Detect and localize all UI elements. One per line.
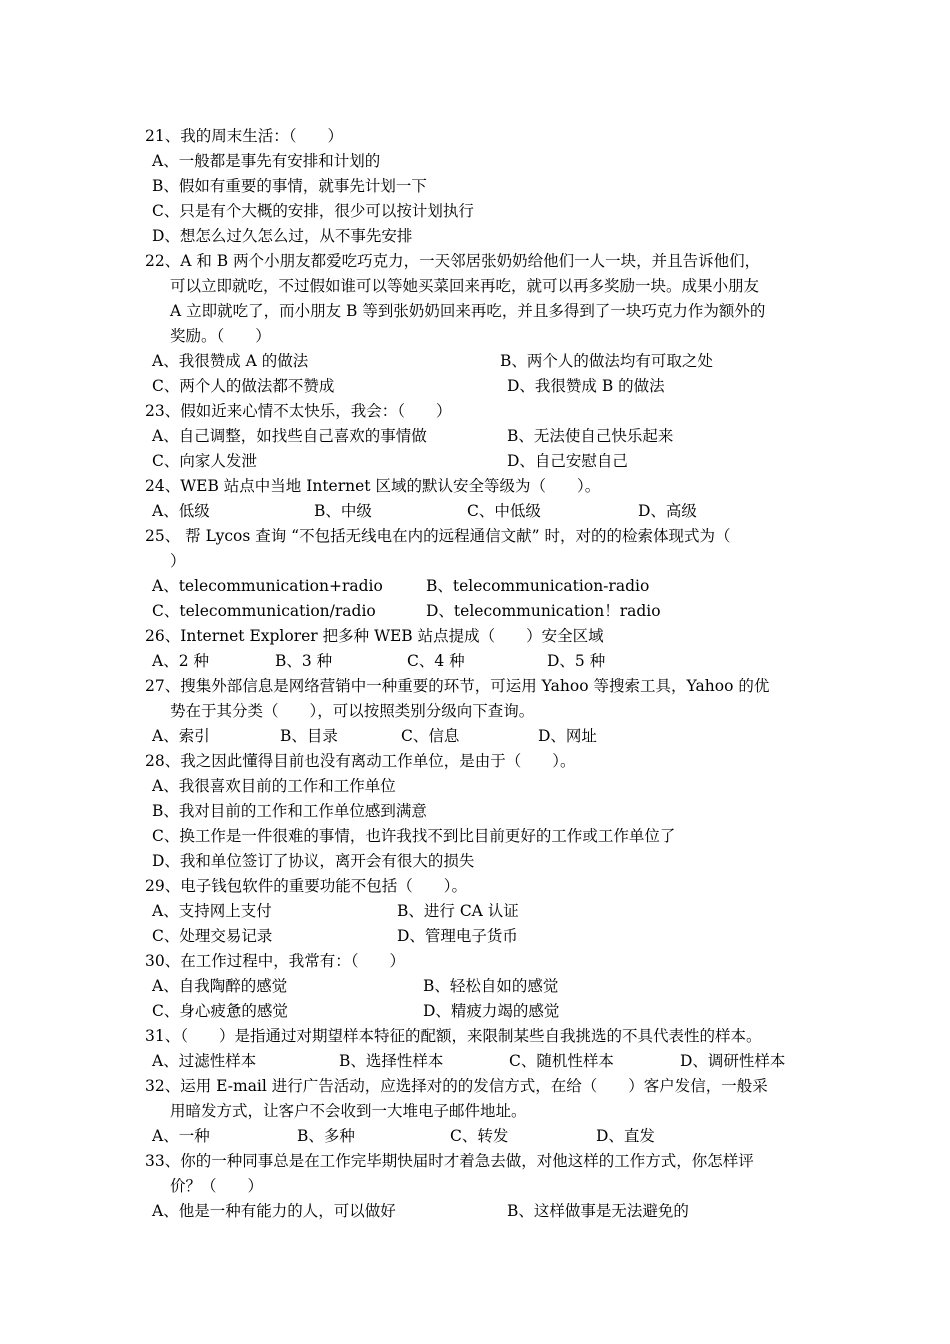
question-28-option-d: D、我和单位签订了协议，离开会有很大的损失	[152, 852, 475, 870]
question-31-stem: 31、（ ）是指通过对期望样本特征的配额，来限制某些自我挑选的不具代表性的样本。	[145, 1027, 762, 1045]
question-29-option-c: C、处理交易记录	[152, 927, 273, 945]
question-21-option-c: C、只是有个大概的安排，很少可以按计划执行	[152, 202, 474, 220]
question-27-option-c: C、信息	[401, 727, 460, 745]
question-32-stem-cont: 用暗发方式，让客户不会收到一大堆电子邮件地址。	[170, 1102, 527, 1120]
question-25-option-d: D、telecommunication！radio	[426, 602, 661, 620]
question-22-option-d: D、我很赞成 B 的做法	[507, 377, 665, 395]
question-29-stem: 29、电子钱包软件的重要功能不包括（ ）。	[145, 877, 467, 895]
question-33-option-a: A、他是一种有能力的人，可以做好	[152, 1202, 396, 1220]
question-26-option-b: B、3 种	[275, 652, 333, 670]
question-22-stem: 22、A 和 B 两个小朋友都爱吃巧克力，一天邻居张奶奶给他们一人一块，并且告诉他们，	[145, 252, 761, 270]
question-28-stem: 28、我之因此懂得目前也没有离动工作单位，是由于（ ）。	[145, 752, 576, 770]
question-30-option-c: C、身心疲惫的感觉	[152, 1002, 288, 1020]
question-22-stem-cont: 可以立即就吃，不过假如谁可以等她买菜回来再吃，就可以再多奖励一块。成果小朋友	[170, 277, 760, 295]
question-28-option-b: B、我对目前的工作和工作单位感到满意	[152, 802, 427, 820]
question-23-option-b: B、无法使自己快乐起来	[507, 427, 674, 445]
question-31-option-a: A、过滤性样本	[152, 1052, 257, 1070]
question-24-option-b: B、中级	[314, 502, 372, 520]
question-22-option-b: B、两个人的做法均有可取之处	[500, 352, 713, 370]
question-31-option-c: C、随机性样本	[509, 1052, 614, 1070]
question-29-option-d: D、管理电子货币	[397, 927, 518, 945]
question-22-option-c: C、两个人的做法都不赞成	[152, 377, 335, 395]
question-31-option-b: B、选择性样本	[339, 1052, 444, 1070]
question-26-option-c: C、4 种	[407, 652, 465, 670]
question-21-stem: 21、我的周末生活：（ ）	[145, 127, 343, 145]
question-27-stem-cont: 势在于其分类（ ），可以按照类别分级向下查询。	[170, 702, 535, 720]
question-28-option-a: A、我很喜欢目前的工作和工作单位	[152, 777, 396, 795]
question-33-stem: 33、你的一种同事总是在工作完毕期快届时才着急去做，对他这样的工作方式，你怎样评	[145, 1152, 754, 1170]
question-30-option-b: B、轻松自如的感觉	[423, 977, 559, 995]
question-32-option-b: B、多种	[297, 1127, 355, 1145]
question-31-option-d: D、调研性样本	[680, 1052, 786, 1070]
question-27-stem: 27、搜集外部信息是网络营销中一种重要的环节，可运用 Yahoo 等搜索工具，Yahoo 的优	[145, 677, 770, 695]
question-33-stem-cont: 价？（ ）	[170, 1177, 264, 1195]
question-23-stem: 23、假如近来心情不太快乐，我会：（ ）	[145, 402, 452, 420]
question-30-option-a: A、自我陶醉的感觉	[152, 977, 288, 995]
question-27-option-d: D、网址	[538, 727, 597, 745]
question-24-option-c: C、中低级	[467, 502, 541, 520]
question-23-option-a: A、自己调整，如找些自己喜欢的事情做	[152, 427, 427, 445]
question-25-option-c: C、telecommunication/radio	[152, 602, 376, 620]
question-21-option-d: D、想怎么过久怎么过，从不事先安排	[152, 227, 413, 245]
question-29-option-a: A、支持网上支付	[152, 902, 272, 920]
question-25-stem: 25、 帮 Lycos 查询 “不包括无线电在内的远程通信文献” 时，对的的检索体现式为（	[145, 527, 731, 545]
question-32-option-a: A、一种	[152, 1127, 210, 1145]
question-27-option-b: B、目录	[280, 727, 338, 745]
question-26-option-d: D、5 种	[547, 652, 606, 670]
question-24-option-d: D、高级	[638, 502, 697, 520]
question-28-option-c: C、换工作是一件很难的事情，也许我找不到比目前更好的工作或工作单位了	[152, 827, 676, 845]
question-29-option-b: B、进行 CA 认证	[397, 902, 519, 920]
question-21-option-a: A、一般都是事先有安排和计划的	[152, 152, 381, 170]
question-26-stem: 26、Internet Explorer 把多种 WEB 站点提成（ ）安全区域	[145, 627, 604, 645]
question-27-option-a: A、索引	[152, 727, 210, 745]
question-32-stem: 32、运用 E-mail 进行广告活动，应选择对的的发信方式，在给（ ）客户发信，一般采	[145, 1077, 768, 1095]
question-33-option-b: B、这样做事是无法避免的	[507, 1202, 689, 1220]
question-30-option-d: D、精疲力竭的感觉	[423, 1002, 560, 1020]
question-24-option-a: A、低级	[152, 502, 210, 520]
question-32-option-d: D、直发	[596, 1127, 655, 1145]
question-22-stem-cont: A 立即就吃了，而小朋友 B 等到张奶奶回来再吃，并且多得到了一块巧克力作为额外的	[170, 302, 766, 320]
question-25-option-a: A、telecommunication+radio	[152, 577, 383, 595]
question-26-option-a: A、2 种	[152, 652, 209, 670]
question-23-option-d: D、自己安慰自己	[507, 452, 628, 470]
question-22-stem-cont: 奖励。（ ）	[170, 327, 271, 345]
question-25-option-b: B、telecommunication-radio	[426, 577, 650, 595]
question-21-option-b: B、假如有重要的事情，就事先计划一下	[152, 177, 427, 195]
question-32-option-c: C、转发	[450, 1127, 509, 1145]
question-23-option-c: C、向家人发泄	[152, 452, 257, 470]
question-25-stem-cont: ）	[170, 552, 186, 570]
question-24-stem: 24、WEB 站点中当地 Internet 区域的默认安全等级为（ ）。	[145, 477, 601, 495]
question-22-option-a: A、我很赞成 A 的做法	[152, 352, 309, 370]
question-30-stem: 30、在工作过程中，我常有：（ ）	[145, 952, 405, 970]
